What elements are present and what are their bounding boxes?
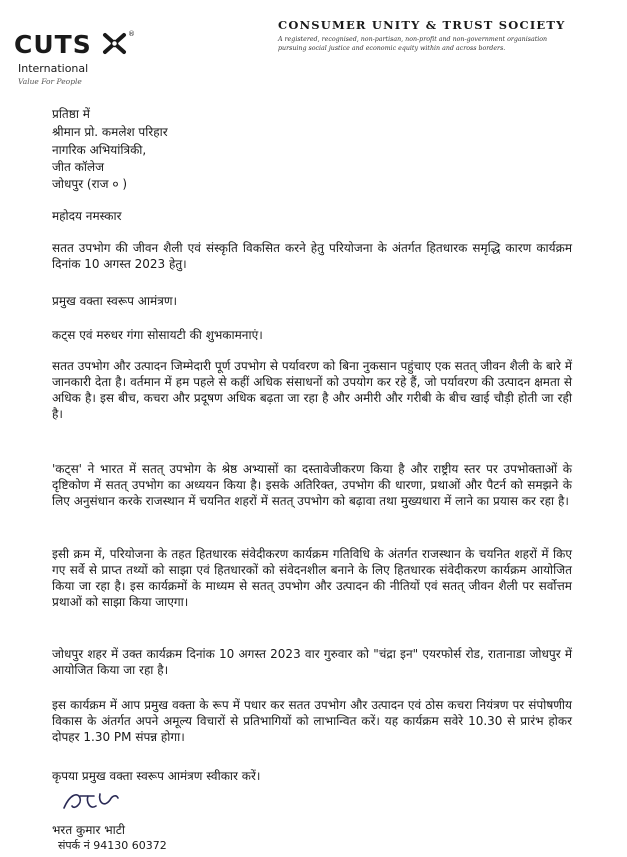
paragraph-3: इसी क्रम में, परियोजना के तहत हितधारक संवेदीकरण कार्यक्रम गतिविधि के अंतर्गत राजस्थान के चयनित शहरों में किए गए सर्वे से प्राप्त तथ्यों को साझा एवं हितधारकों को संवेदनशील बनाने के लिए हितधारक संवेदीकरण कार्यक्रम आयोजित किया जा रहा है। इस कार्यक्रमों के माध्यम से सतत् उपभोग और उत्पादन की नीतियों एवं सतत् जीवन शैली पर सर्वोत्तम प्रथाओं को साझा किया जाएगा। — [52, 547, 572, 609]
signature-scribble — [60, 788, 140, 816]
logo-tagline: Value For People — [18, 77, 82, 86]
paragraph-2: 'कट्स' ने भारत में सतत् उपभोग के श्रेष्ठ अभ्यासों का दस्तावेजीकरण किया है और राष्ट्रीय स्तर पर उपभोक्ताओं के दृष्टिकोण में सतत् उपभोग का अध्ययन किया है। इसके अतिरिक्त, उपभोग की धारणा, प्रथाओं और पैटर्न को समझने के लिए अनुसंधान करके राजस्थान में चयनित शहरों में सतत् उपभोग को बढ़ावा तथा मुख्यधारा में लाने का प्रयास कर रहा है। — [52, 462, 572, 508]
signatory-name: भरत कुमार भाटी — [52, 823, 125, 837]
address-line-3: नागरिक अभियांत्रिकी, — [52, 143, 147, 157]
invitation-line: प्रमुख वक्ता स्वरूप आमंत्रण। — [52, 294, 178, 308]
signatory-contact: संपर्क नं 94130 60372 — [58, 839, 167, 852]
greeting-line: कट्स एवं मरुधर गंगा सोसायटी की शुभकामनाएं। — [52, 328, 263, 342]
paragraph-1: सतत उपभोग और उत्पादन जिम्मेदारी पूर्ण उपभोग से पर्यावरण को बिना नुकसान पहुंचाए एक सतत् जीवन शैली के बारे में जानकारी देता है। वर्तमान में हम पहले से कहीं अधिक संसाधनों को उपयोग कर रहे हैं, जो पर्यावरण की उत्पादन क्षमता से अधिक है। इस बीच, कचरा और प्रदूषण अधिक बढ़ता जा रहा है और अमीरी और गरीबी के बीच खाई चौड़ी होती जा रही है। — [52, 359, 572, 421]
address-line-4: जीत कॉलेज — [52, 160, 105, 174]
closing-line: कृपया प्रमुख वक्ता स्वरूप आमंत्रण स्वीकार करें। — [52, 769, 261, 783]
org-description-2: pursuing social justice and economic equity within and across borders. — [278, 45, 506, 52]
paragraph-5: इस कार्यक्रम में आप प्रमुख वक्ता के रूप में पधार कर सतत उपभोग और उत्पादन एवं ठोस कचरा नियंत्रण पर संपोषणीय विकास के अंतर्गत अपने अमूल्य विचारों से प्रतिभागियों को लाभान्वित करें। यह कार्यक्रम सवेरे 10.30 से प्रारंभ होकर दोपहर 1.30 PM संपन्न होगा। — [52, 698, 572, 744]
address-line-5: जोधपुर (राज ० ) — [52, 177, 128, 191]
logo-wordmark: CUTS — [14, 30, 92, 59]
registered-mark: ® — [128, 30, 135, 38]
logo-subtitle: International — [18, 62, 89, 75]
cuts-logo — [14, 30, 134, 92]
org-header — [278, 18, 618, 53]
subject-line: सतत उपभोग की जीवन शैली एवं संस्कृति विकसित करने हेतु परियोजना के अंतर्गत हितधारक समृद्धि कारण कार्यक्रम दिनांक 10 अगस्त 2023 हेतु। — [52, 241, 572, 271]
address-line-1: प्रतिष्ठा में — [52, 107, 90, 121]
paragraph-4: जोधपुर शहर में उक्त कार्यक्रम दिनांक 10 अगस्त 2023 वार गुरुवार को "चंद्रा इन" एयरफोर्स रोड, रातानाडा जोधपुर में आयोजित किया जा रहा है। — [52, 647, 572, 677]
salutation: महोदय नमस्कार — [52, 209, 122, 223]
org-description-1: A registered, recognised, non-partisan, non-profit and non-government organisation — [278, 36, 548, 43]
org-name: CONSUMER UNITY & TRUST SOCIETY — [278, 18, 566, 32]
logo-cross-icon — [102, 32, 128, 56]
address-line-2: श्रीमान प्रो. कमलेश परिहार — [52, 125, 168, 139]
